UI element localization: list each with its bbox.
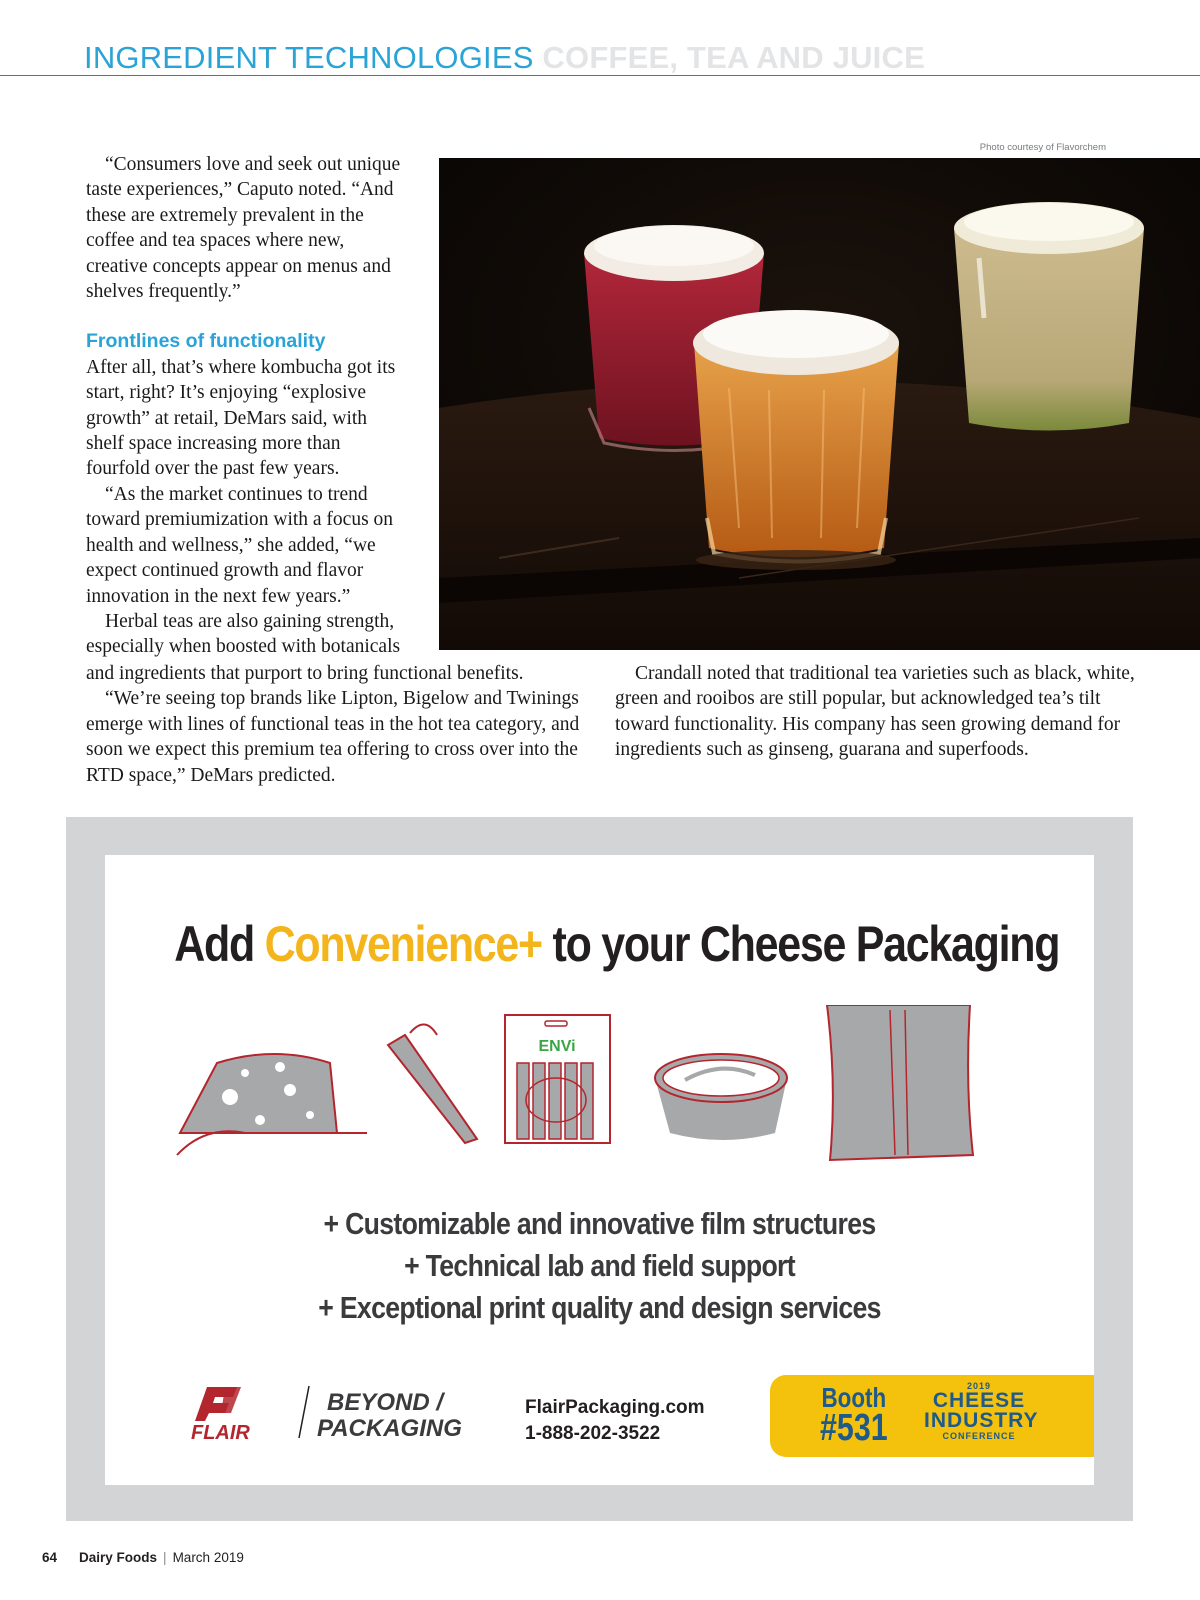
booth-panel — [770, 1375, 1094, 1457]
issue-date: March 2019 — [172, 1550, 244, 1565]
article-paragraph: “We’re seeing top brands like Lipton, Bigelow and Twinings emerge with lines of functional teas in the hot tea category, and soon we expect this premium tea offering to cross over into the RTD space,” DeMars predicted. — [86, 688, 580, 786]
article-paragraph: and ingredients that purport to bring functional benefits. — [86, 663, 524, 684]
article-left-column-continued — [86, 661, 596, 788]
article-left-column — [86, 152, 406, 660]
ad-headline-highlight: Convenience+ — [264, 916, 542, 972]
ad-headline — [174, 915, 1060, 973]
cheese-wedge-icon — [177, 1054, 367, 1155]
footer-separator: | — [163, 1550, 167, 1565]
conference-year: 2019 — [966, 1381, 992, 1391]
section-subtitle: COFFEE, TEA AND JUICE — [542, 40, 925, 75]
ad-illustration — [105, 1005, 1094, 1205]
article-paragraph: “Consumers love and seek out unique taste experiences,” Caputo noted. “And these are extremely prevalent in the coffee and tea spaces where new, creative concepts appear on menus and shelves frequently.” — [86, 154, 401, 303]
ad-benefit-item: + Exceptional print quality and design services — [318, 1290, 881, 1325]
logo-text: FLAIR — [191, 1422, 250, 1443]
flair-logo[interactable] — [189, 1385, 285, 1443]
beyond-packaging-tagline — [295, 1382, 475, 1442]
tagline-line-2: PACKAGING — [317, 1415, 462, 1442]
tagline-line-1: BEYOND / — [327, 1389, 444, 1416]
string-cheese-icon — [388, 1024, 477, 1143]
envi-pouch-icon — [505, 1015, 610, 1143]
ad-benefit-item: + Technical lab and field support — [404, 1248, 795, 1283]
ad-phone[interactable]: 1-888-202-3522 — [525, 1423, 661, 1444]
header-rule — [0, 75, 1200, 76]
section-header — [84, 40, 925, 76]
article-paragraph: After all, that’s where kombucha got its start, right? It’s enjoying “explosive growth” at retail, DeMars said, with shelf space increasing more than fourfold over the past few years. — [86, 356, 396, 480]
page-footer — [42, 1550, 244, 1565]
ad-contact — [525, 1395, 705, 1447]
booth-info — [820, 1382, 888, 1449]
advertisement — [105, 855, 1094, 1485]
conference-logo — [924, 1381, 1039, 1441]
section-title: INGREDIENT TECHNOLOGIES — [84, 40, 534, 75]
booth-number: #531 — [820, 1407, 888, 1449]
magazine-name: Dairy Foods — [79, 1550, 158, 1565]
article-subhead: Frontlines of functionality — [86, 330, 326, 353]
photo-credit: Photo courtesy of Flavorchem — [979, 142, 1106, 153]
ad-benefit-list — [105, 1203, 1094, 1329]
cheese-cup-icon — [655, 1054, 787, 1140]
page-number: 64 — [42, 1550, 58, 1565]
ad-benefit-item: + Customizable and innovative film structures — [323, 1206, 876, 1241]
article-photo — [439, 158, 1200, 650]
ad-headline-pre: Add — [174, 916, 265, 972]
conference-name-line-2: INDUSTRY — [924, 1409, 1039, 1432]
article-right-column — [615, 661, 1135, 763]
booth-label: Booth — [821, 1382, 887, 1413]
article-paragraph: “As the market continues to trend toward premiumization with a focus on health and wellness,” she added, “we expect continued growth and flavor innovation in the next few years.” — [86, 483, 394, 607]
conference-name-line-1: CHEESE — [932, 1389, 1026, 1412]
ad-website-link[interactable]: FlairPackaging.com — [525, 1397, 705, 1418]
pouch-brand-label: ENVi — [538, 1038, 576, 1055]
article-paragraph: Herbal teas are also gaining strength, especially when boosted with botanicals — [86, 610, 401, 658]
shredded-cheese-bag-icon — [827, 1005, 973, 1160]
conference-label: CONFERENCE — [942, 1431, 1016, 1441]
article-paragraph: Crandall noted that traditional tea varieties such as black, white, green and rooibos are still popular, but acknowledged tea’s tilt toward functionality. His company has seen growing demand for ingredients such as ginseng, guarana and superfoods. — [615, 663, 1135, 761]
ad-headline-post: to your Cheese Packaging — [541, 916, 1060, 972]
